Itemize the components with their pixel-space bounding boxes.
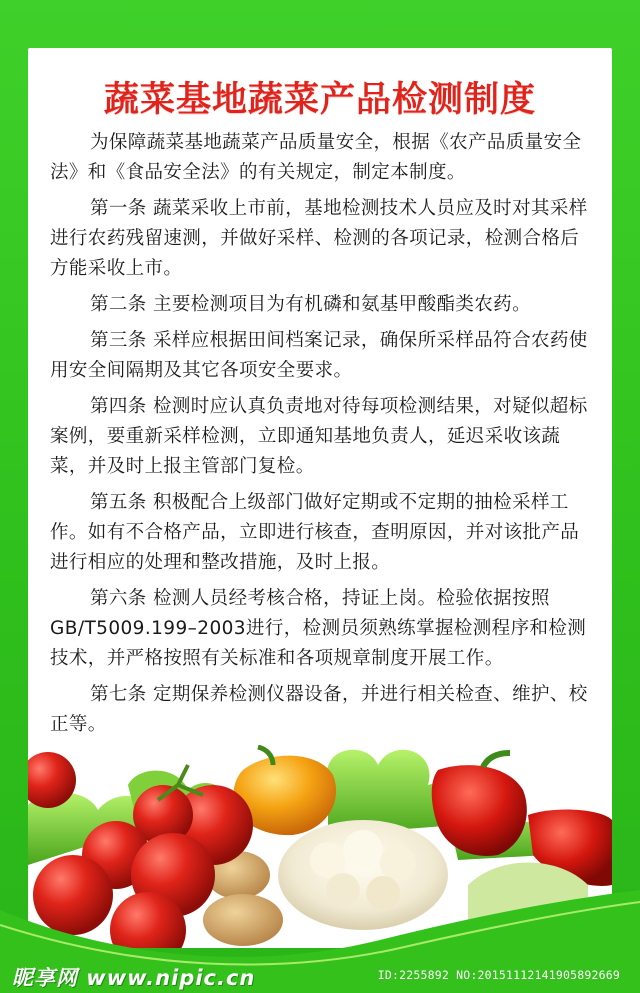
watermark-logo: 昵享网 www.nipic.cn (12, 966, 256, 990)
article-3: 第三条 采样应根据田间档案记录，确保所采样品符合农药使用安全间隔期及其它各项安全要求。 (50, 330, 588, 381)
article-7: 第七条 定期保养检测仪器设备，并进行相关检查、维护、校正等。 (50, 684, 588, 735)
red-pepper (432, 753, 527, 856)
poster-title: 蔬菜基地蔬菜产品检测制度 (103, 80, 536, 120)
article-4: 第四条 检测时应认真负责地对待每项检测结果，对疑似超标案例，要重新采样检测，立即通知基地负责人，延迟采收该蔬菜，并及时上报主管部门复检。 (50, 396, 588, 477)
article-2: 第二条 主要检测项目为有机磷和氨基甲酸酯类农药。 (90, 294, 531, 315)
intro-paragraph: 为保障蔬菜基地蔬菜产品质量安全，根据《农产品质量安全法》和《食品安全法》的有关规定，制定本制度。 (50, 132, 582, 183)
regulation-body (50, 128, 590, 746)
image-id-text: ID:2255892 NO:20151112141905892669 (377, 968, 620, 982)
article-6: 第六条 检测人员经考核合格，持证上岗。检验依据按照GB/T5009.199–2003进行，检测员须熟练掌握检测程序和检测技术，并严格按照有关标准和各项规章制度开展工作。 (50, 588, 587, 669)
article-5: 第五条 积极配合上级部门做好定期或不定期的抽检采样工作。如有不合格产品，立即进行核查，查明原因，并对该批产品进行相应的处理和整改措施，及时上报。 (50, 492, 580, 573)
article-1: 第一条 蔬菜采收上市前，基地检测技术人员应及时对其采样进行农药残留速测，并做好采样、检测的各项记录，检测合格后方能采收上市。 (50, 198, 588, 279)
